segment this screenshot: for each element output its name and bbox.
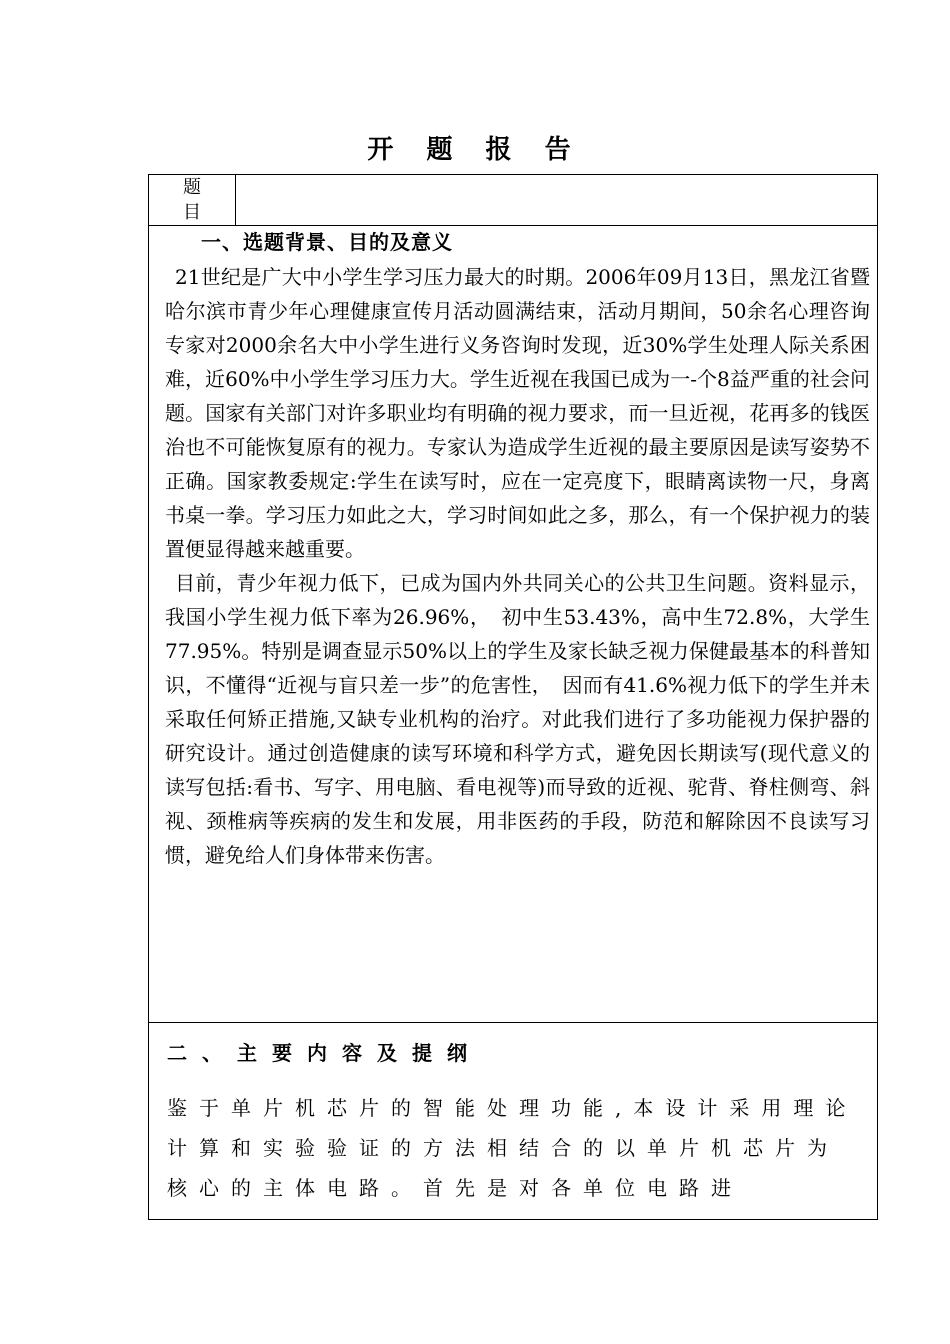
topic-row [149, 175, 877, 226]
section-background-purpose [149, 226, 877, 1023]
page-title: 开 题 报 告 [367, 135, 583, 165]
section-2-paragraph-1: 鉴于单片机芯片的智能处理功能,本设计采用理论计算和实验验证的方法相结合的以单片机芯片为核心的主体电路。首先是对各单位电路进 [167, 1096, 858, 1200]
topic-label-char-2: 目 [183, 202, 201, 223]
report-table [148, 174, 878, 1220]
section-2-heading: 二、主要内容及提纲 [167, 1041, 482, 1065]
section-1-paragraph-1: 21世纪是广大中小学生学习压力最大的时期。2006年09月13日，黑龙江省暨哈尔滨市青少年心理健康宣传月活动圆满结束，活动月期间，50余名心理咨询专家对2000余名大中小学生进行义务咨询时发现，近30%学生处理人际关系困难，近60%中小学生学习压力大。学生近视在我国已成为一-个8益严重的社会问题。国家有关部门对许多职业均有明确的视力要求，而一旦近视，花再多的钱医治也不可能恢复原有的视力。专家认为造成学生近视的最主要原因是读写姿势不正确。国家教委规定:学生在读写时，应在一定亮度下，眼睛离读物一尺，身离书桌一拳。学习压力如此之大，学习时间如此之多，那么，有一个保护视力的装置便显得越来越重要。 [165, 265, 870, 561]
section-1-paragraph-2: 目前，青少年视力低下，已成为国内外共同关心的公共卫生问题。资料显示，我国小学生视力低下率为26.96%， 初中生53.43%，高中生72.8%，大学生77.95%。特别是调查显示50%以上的学生及家长缺乏视力保健最基本的科普知识，不懂得“近视与盲只差一步”的危害性， 因而有41.6%视力低下的学生并未采取任何矫正措施,又缺专业机构的治疗。对此我们进行了多功能视力保护器的研究设计。通过创造健康的读写环境和科学方式，避免因长期读写(现代意义的读写包括:看书、写字、用电脑、看电视等)而导致的近视、驼背、脊柱侧弯、斜视、颈椎病等疾病的发生和发展，用非医药的手段，防范和解除因不良读写习惯，避免给人们身体带来伤害。 [165, 571, 870, 867]
topic-label-char-1: 题 [183, 177, 201, 198]
section-1-body [165, 260, 870, 872]
section-2-body [167, 1088, 867, 1208]
section-1-heading: 一、选题背景、目的及意义 [201, 230, 453, 254]
topic-label-cell [149, 175, 236, 225]
section-main-content [149, 1023, 877, 1219]
topic-value-cell [236, 175, 877, 225]
